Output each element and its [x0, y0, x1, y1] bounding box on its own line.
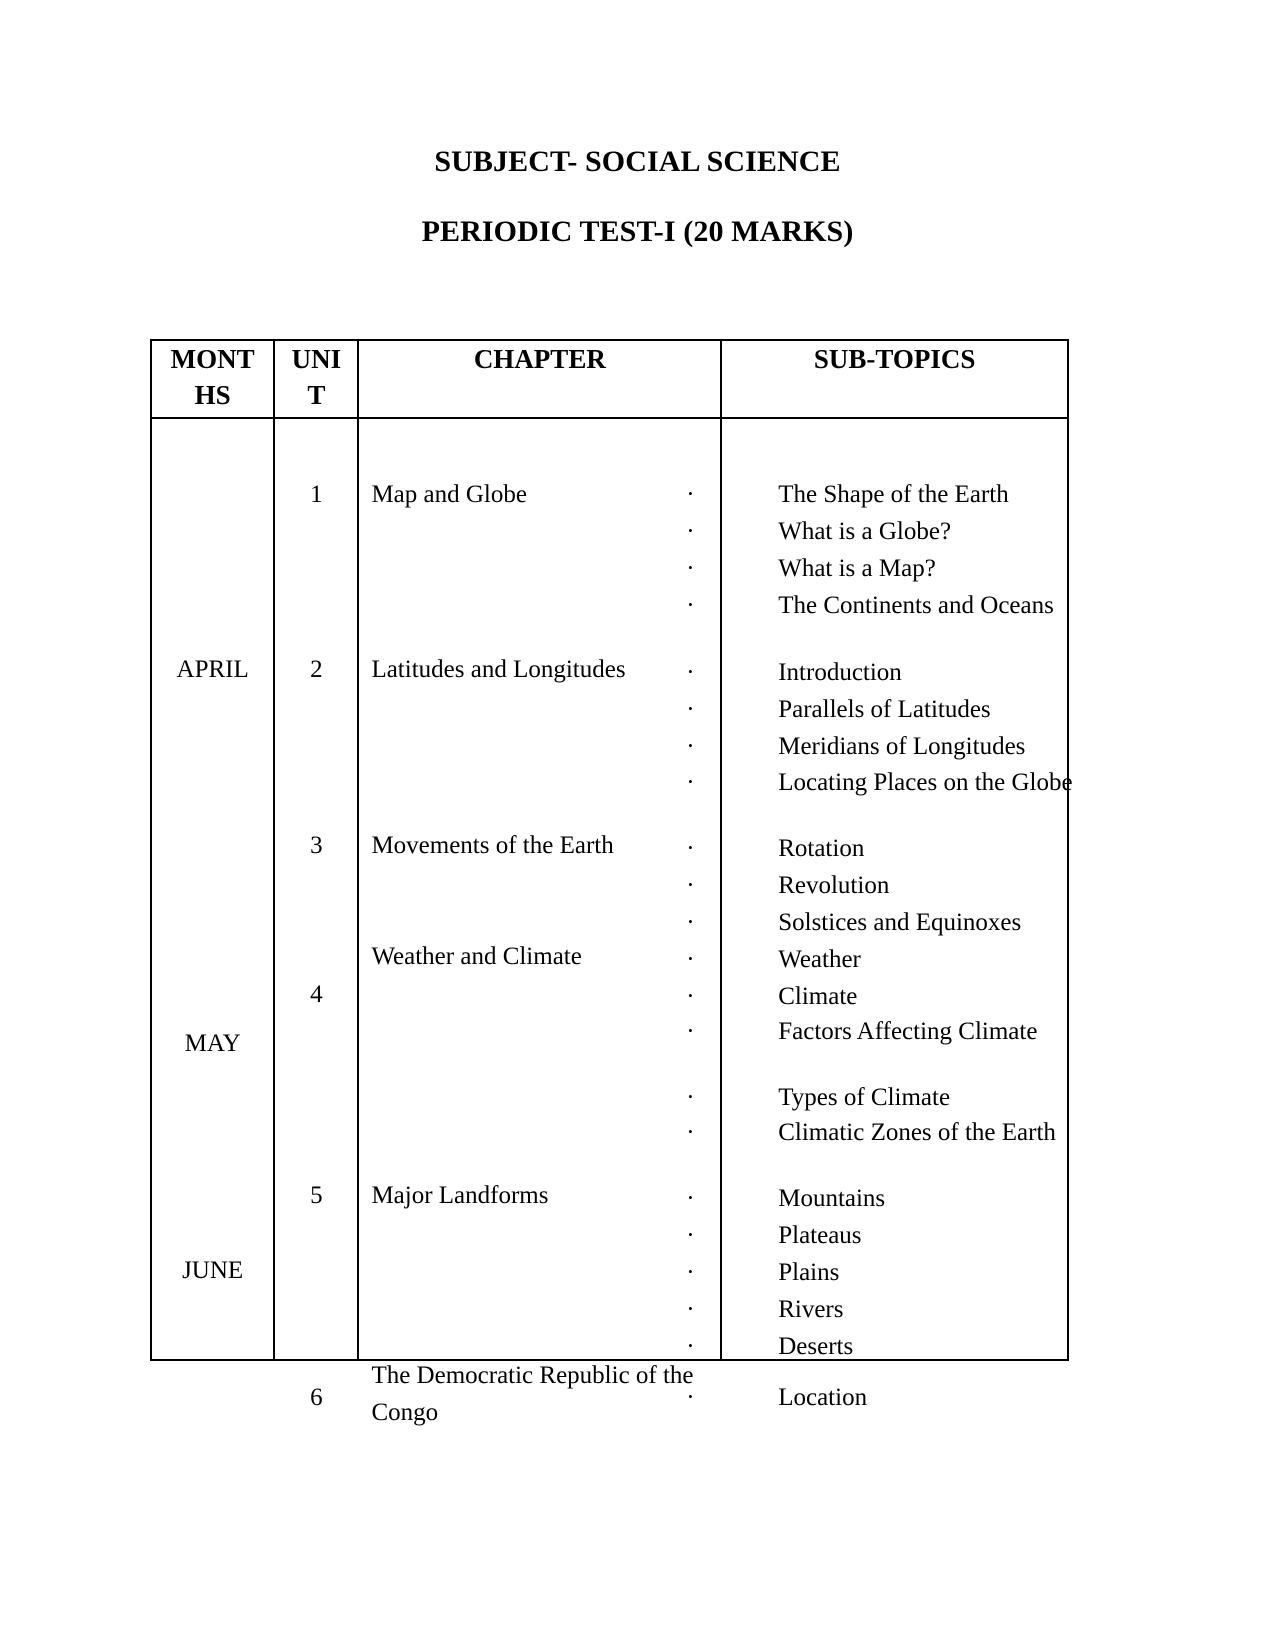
subtopic-item [686, 1291, 1114, 1328]
subtopic-item [686, 1254, 1114, 1291]
subtopic-item [686, 1379, 1114, 1416]
unit-cell [274, 418, 358, 1411]
subject-title: SUBJECT- SOCIAL SCIENCE [434, 145, 841, 178]
subtopic-item [686, 1180, 1114, 1217]
months-header-line-1: MONT [170, 344, 255, 374]
subtopic-item [686, 904, 1114, 941]
bullet-icon: · [686, 1384, 695, 1411]
subtopic-label: What is a Map? [778, 555, 936, 582]
subtopic-item [686, 1328, 1114, 1365]
subtopic-item [686, 764, 1114, 801]
bullet-icon: · [686, 518, 695, 545]
table-header-row [151, 340, 1068, 418]
subtopic-item [686, 1079, 1114, 1116]
unit-number-4: 4 [310, 981, 323, 1008]
chapter-title-3: Movements of the Earth [371, 832, 614, 859]
chapter-title-1: Map and Globe [371, 481, 527, 508]
bullet-icon: · [686, 555, 695, 582]
months-header-line-2: HS [194, 380, 231, 410]
syllabus-table [150, 339, 1073, 1426]
subtopic-label: Location [778, 1384, 868, 1411]
chapter-title-2: Latitudes and Longitudes [371, 656, 626, 683]
bullet-icon: · [686, 481, 695, 508]
unit-number-2: 2 [310, 656, 323, 683]
bullet-icon: · [686, 1222, 695, 1249]
subtopics-cell [686, 418, 1073, 1411]
subtopic-item [686, 941, 1114, 978]
bullet-icon: · [686, 835, 695, 862]
subtopic-item [686, 654, 1114, 691]
subtopic-label: Meridians of Longitudes [778, 733, 1026, 760]
subtopic-label: Factors Affecting Climate [778, 1018, 1038, 1045]
subtopic-label: What is a Globe? [778, 518, 952, 545]
month-june: JUNE [182, 1257, 244, 1284]
bullet-icon: · [686, 696, 695, 723]
subtopic-item [686, 978, 1114, 1015]
subtopic-label: Deserts [778, 1333, 854, 1360]
bullet-icon: · [686, 1185, 695, 1212]
bullet-icon: · [686, 983, 695, 1010]
column-header-subtopics: SUB-TOPICS [721, 340, 1068, 418]
bullet-icon: · [686, 592, 695, 619]
bullet-icon: · [686, 1259, 695, 1286]
subtopic-label: The Continents and Oceans [778, 592, 1054, 619]
bullet-icon: · [686, 1119, 695, 1146]
chapter-title-5: Major Landforms [371, 1182, 549, 1209]
subtopic-item [686, 728, 1114, 765]
subtopic-label: Plateaus [778, 1222, 862, 1249]
month-april: APRIL [176, 656, 249, 683]
test-title: PERIODIC TEST-I (20 MARKS) [421, 215, 854, 248]
bullet-icon: · [686, 1333, 695, 1360]
subtopic-label: Weather [778, 946, 861, 973]
subtopic-item [686, 691, 1114, 728]
chapter-title-4: Weather and Climate [371, 943, 582, 970]
subtopic-item [686, 587, 1114, 624]
subtopic-item [686, 867, 1114, 904]
subtopic-item [686, 513, 1114, 550]
subtopic-item [686, 1013, 1114, 1050]
subtopic-item [686, 830, 1114, 867]
subtopic-item [686, 476, 1114, 513]
subtopic-label: Introduction [778, 659, 902, 686]
subtopic-item [686, 550, 1114, 587]
bullet-icon: · [686, 872, 695, 899]
bullet-icon: · [686, 769, 695, 796]
unit-header-line-1: UNI [291, 344, 342, 374]
subtopic-label: Climatic Zones of the Earth [778, 1119, 1056, 1146]
subtopic-label: The Shape of the Earth [778, 481, 1009, 508]
unit-number-5: 5 [310, 1182, 323, 1209]
bullet-icon: · [686, 1084, 695, 1111]
subtopic-label: Parallels of Latitudes [778, 696, 991, 723]
bullet-icon: · [686, 1018, 695, 1045]
subtopic-label: Locating Places on the Globe [778, 769, 1073, 796]
subtopic-label: Plains [778, 1259, 840, 1286]
column-header-unit [274, 340, 358, 418]
table-body-row [151, 418, 1068, 1360]
bullet-icon: · [686, 733, 695, 760]
unit-number-6: 6 [310, 1384, 323, 1411]
chapter-title-6: The Democratic Republic of the Congo [371, 1362, 694, 1426]
subtopic-label: Types of Climate [778, 1084, 951, 1111]
months-cell [151, 418, 274, 1360]
unit-number-3: 3 [310, 832, 323, 859]
subtopic-label: Rivers [778, 1296, 844, 1323]
bullet-icon: · [686, 659, 695, 686]
bullet-icon: · [686, 946, 695, 973]
unit-header-line-2: T [307, 380, 326, 410]
column-header-chapter: CHAPTER [358, 340, 721, 418]
chapter-cell [358, 418, 721, 1426]
subtopic-item [686, 1217, 1114, 1254]
month-may: MAY [184, 1030, 241, 1057]
subtopic-item [686, 1114, 1114, 1151]
unit-number-1: 1 [310, 481, 323, 508]
subtopic-label: Climate [778, 983, 858, 1010]
bullet-icon: · [686, 1296, 695, 1323]
subtopic-label: Rotation [778, 835, 865, 862]
subtopic-label: Solstices and Equinoxes [778, 909, 1022, 936]
subtopic-label: Revolution [778, 872, 890, 899]
bullet-icon: · [686, 909, 695, 936]
subtopic-label: Mountains [778, 1185, 886, 1212]
column-header-months [151, 340, 274, 418]
